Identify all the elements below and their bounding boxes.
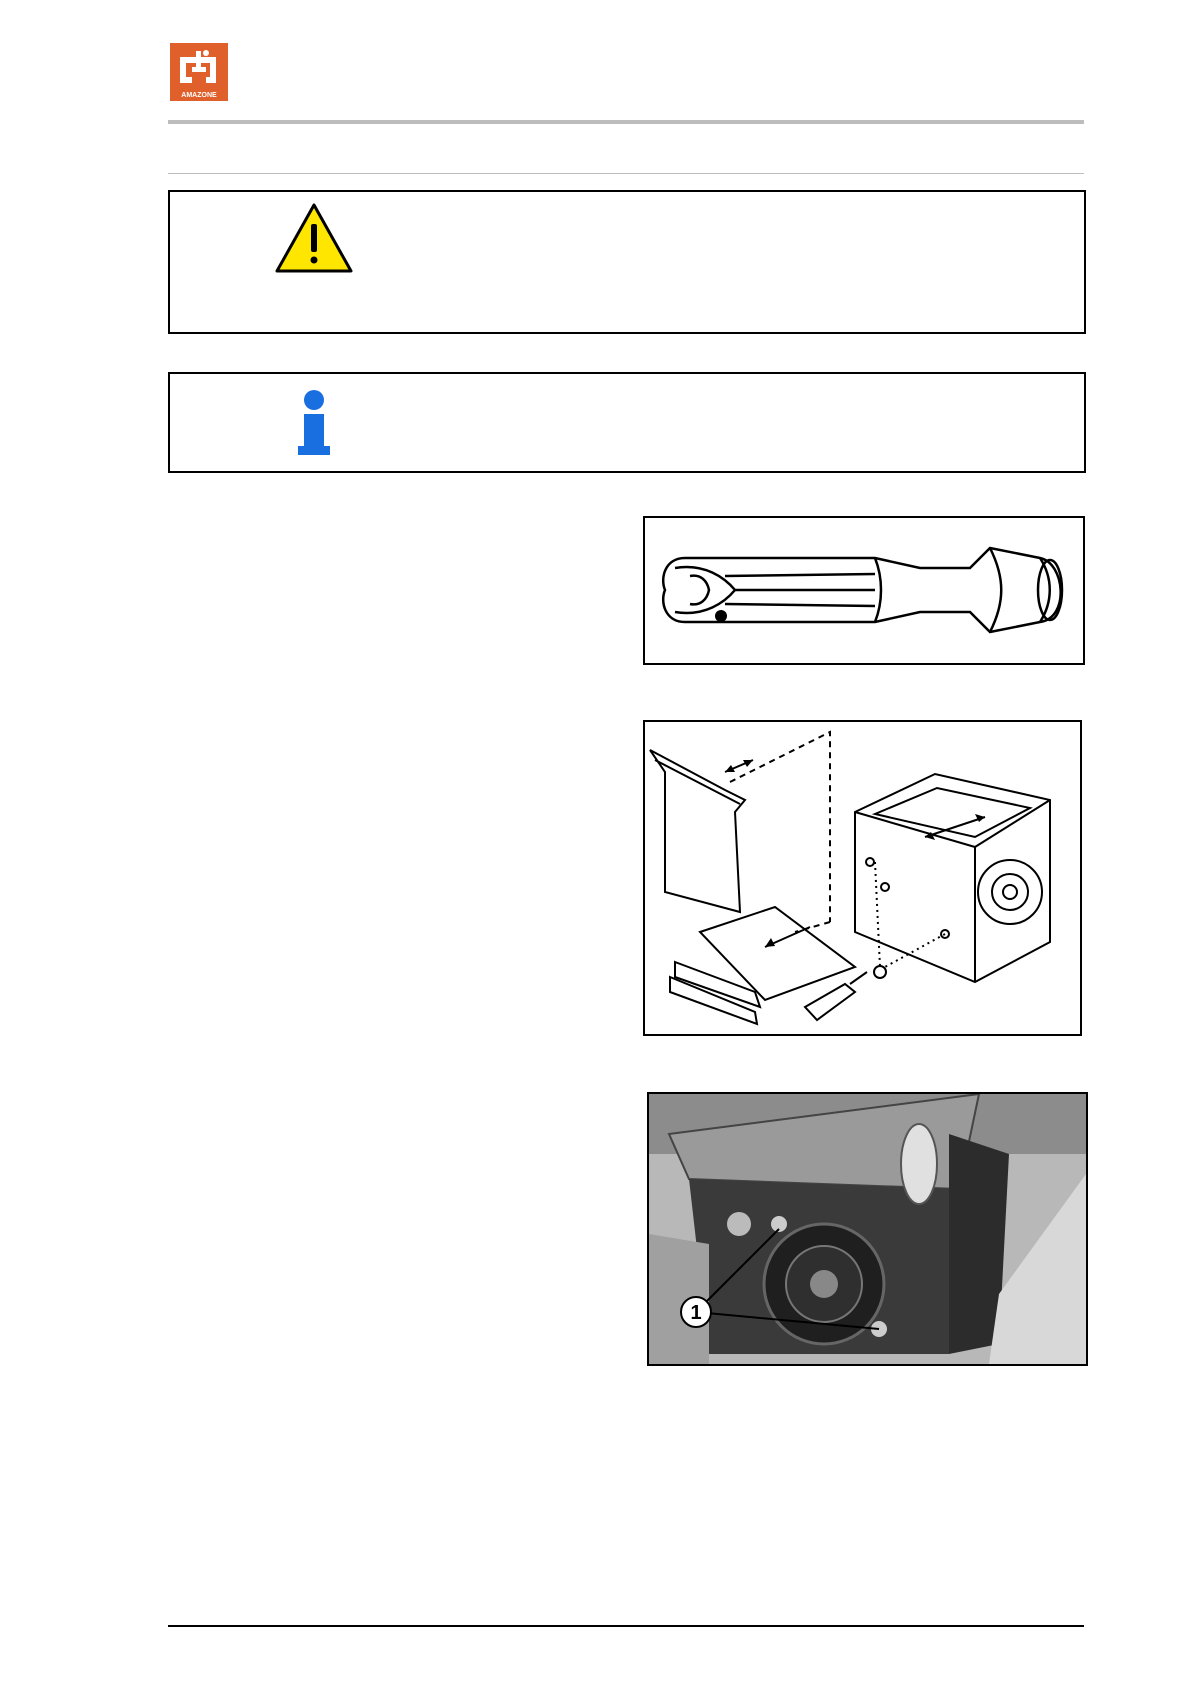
logo-text: AMAZONE [181, 92, 217, 99]
section-rule [168, 173, 1084, 174]
warning-triangle-icon [274, 202, 354, 274]
amazone-logo [170, 43, 228, 101]
header-rule [168, 120, 1084, 124]
callout-1: 1 [690, 1302, 702, 1324]
figure-tool-handle [643, 516, 1085, 665]
figure-gearbox-diagram [643, 720, 1082, 1036]
figure-gearbox-photo [647, 1092, 1088, 1366]
info-icon [294, 390, 334, 456]
footer-rule [168, 1625, 1084, 1627]
